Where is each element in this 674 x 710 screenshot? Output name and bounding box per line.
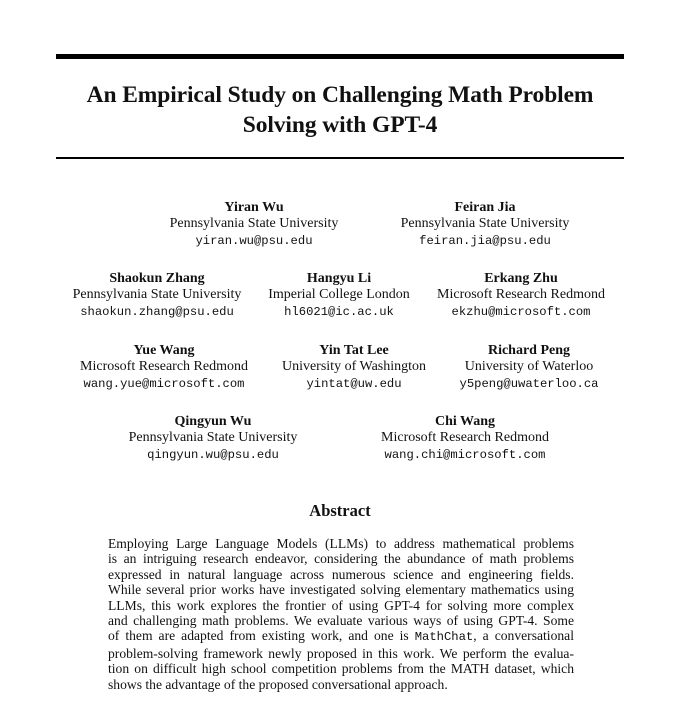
abstract-body [108,536,574,692]
abstract-line: tion on difficult high school competition problems from the MATH dataset, which [108,661,574,677]
abstract-line: LLMs, this work explores the frontier of using GPT-4 for solving more complex [108,597,574,613]
author-email[interactable]: y5peng@uwaterloo.ca [459,376,599,391]
abstract-line-with-code [108,628,574,645]
author-block [54,343,274,392]
abstract-text: , a conversational [473,628,574,644]
author-name: Feiran Jia [454,200,516,215]
author-block [144,200,364,249]
author-affiliation: Pennsylvania State University [128,430,298,446]
author-affiliation: University of Waterloo [464,359,594,375]
author-affiliation: Microsoft Research Redmond [80,359,248,375]
author-email[interactable]: hl6021@ic.ac.uk [284,304,394,319]
title-bottom-rule [56,157,624,159]
author-email[interactable]: ekzhu@microsoft.com [451,304,591,319]
author-name: Chi Wang [434,414,496,429]
author-block [103,414,323,463]
abstract-line: and challenging math problems. We evaluate various ways of using GPT-4. Some [108,613,574,629]
author-name: Yue Wang [133,343,195,358]
author-name: Yin Tat Lee [319,343,389,358]
author-affiliation: University of Washington [281,359,427,375]
author-block [411,271,631,320]
author-name: Hangyu Li [306,271,372,286]
mathchat-code: MathChat [414,630,474,645]
author-email[interactable]: shaokun.zhang@psu.edu [80,304,234,319]
author-affiliation: Microsoft Research Redmond [437,287,605,303]
title-line-1: An Empirical Study on Challenging Math Problem [86,82,594,108]
author-block [419,343,639,392]
author-name: Qingyun Wu [174,414,252,429]
author-affiliation: Pennsylvania State University [400,216,570,232]
abstract-text: of them are adapted from existing work, and one is [108,628,409,644]
abstract-line: shows the advantage of the proposed conversational approach. [108,676,448,692]
abstract-line: expressed in natural language across numerous science and engineering fields. [108,566,574,582]
title-top-rule [56,54,624,59]
author-email[interactable]: feiran.jia@psu.edu [419,233,551,248]
author-email[interactable]: qingyun.wu@psu.edu [147,447,279,462]
author-email[interactable]: wang.yue@microsoft.com [83,376,245,391]
author-affiliation: Imperial College London [268,287,410,303]
abstract-line: While several prior works have investigated solving elementary mathematics using [108,582,574,598]
author-name: Richard Peng [487,343,571,358]
author-name: Yiran Wu [224,200,284,215]
title-line-2: Solving with GPT-4 [242,112,438,138]
abstract-line: problem-solving framework newly proposed in this work. We perform the evalua- [108,645,574,661]
paper-title [56,80,624,140]
author-affiliation: Microsoft Research Redmond [381,430,549,446]
author-affiliation: Pennsylvania State University [72,287,242,303]
author-block [355,414,575,463]
abstract-line: Employing Large Language Models (LLMs) to address mathematical problems [108,536,574,551]
abstract-heading: Abstract [309,501,371,520]
abstract-line: is an intriguing research endeavor, considering the abundance of math problems [108,551,574,567]
author-name: Erkang Zhu [484,271,558,286]
author-email[interactable]: wang.chi@microsoft.com [384,447,546,462]
author-name: Shaokun Zhang [109,271,205,286]
author-email[interactable]: yintat@uw.edu [306,376,402,391]
author-affiliation: Pennsylvania State University [169,216,339,232]
author-block [375,200,595,249]
author-email[interactable]: yiran.wu@psu.edu [195,233,313,248]
